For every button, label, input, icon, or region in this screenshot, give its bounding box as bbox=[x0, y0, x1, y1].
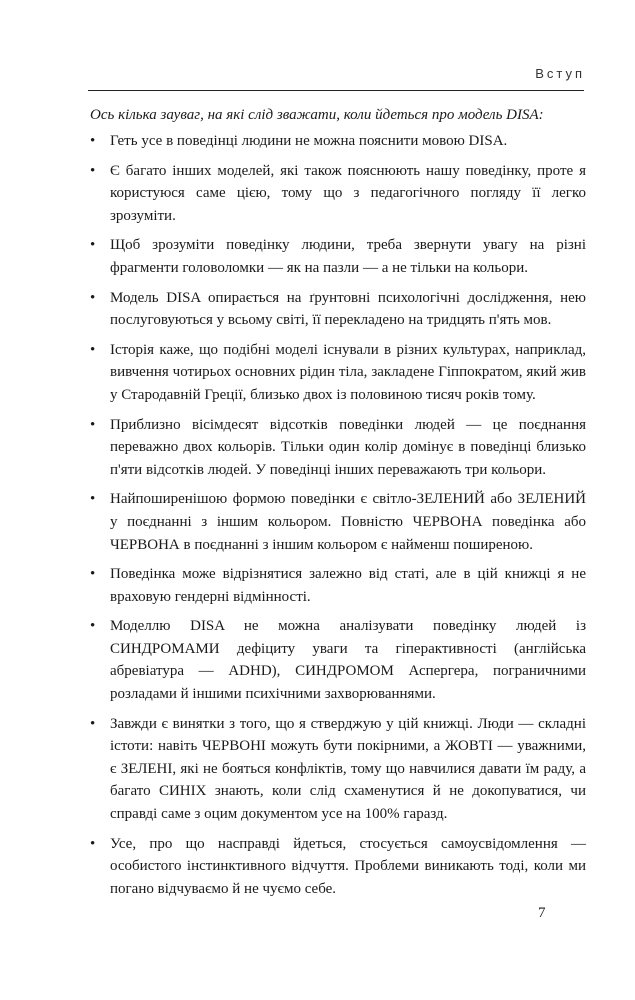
bullet: • bbox=[90, 341, 96, 358]
notes-list bbox=[90, 130, 586, 907]
bullet: • bbox=[90, 491, 96, 508]
bullet: • bbox=[90, 289, 96, 306]
list-item-text: Найпоширенішою формою поведінки є світло-ЗЕЛЕНИЙ або ЗЕЛЕНИЙ у поєднанні з іншим кольором. Повністю ЧЕРВОНА поведінка або ЧЕРВОНА в поєднанні з іншим кольором є найменш поширеною. bbox=[110, 491, 586, 553]
list-item-text: Щоб зрозуміти поведінку людини, треба звернути увагу на різні фрагменти головоломки — як на пазли — а не тільки на кольори. bbox=[110, 237, 586, 276]
bullet: • bbox=[90, 162, 96, 179]
list-item-text: Поведінка може відрізнятися залежно від статі, але в цій книжці я не враховую гендерні відмінності. bbox=[110, 566, 586, 605]
bullet: • bbox=[90, 618, 96, 635]
page-number: 7 bbox=[538, 905, 546, 921]
list-item-text: Моделлю DISA не можна аналізувати поведінку людей із СИНДРОМАМИ дефіциту уваги та гіперактивності (англійська абревіатура — ADHD), СИНДРОМОМ Аспергера, пограничними розладами й іншими психічними захворюваннями. bbox=[110, 618, 586, 703]
list-item-text: Історія каже, що подібні моделі існували в різних культурах, наприклад, вивчення чотирьох основних рідин тіла, закладене Гіппократом, який жив у Стародавній Греції, близько двох із половиною тисяч років тому. bbox=[110, 341, 586, 403]
list-item-text: Усе, про що насправді йдеться, стосується самоусвідомлення — особистого інстинктивного відчуття. Проблеми виникають тоді, коли ми погано відчуваємо й не чуємо себе. bbox=[110, 835, 586, 897]
bullet: • bbox=[90, 835, 96, 852]
intro-line: Ось кілька зауваг, на які слід зважати, коли йдеться про модель DISA: bbox=[90, 107, 544, 123]
list-item bbox=[90, 414, 586, 482]
list-item-text: Приблизно вісімдесят відсотків поведінки людей — це поєднання переважно двох кольорів. Тільки один колір домінує в поведінці близько п'яти відсотків людей. У поведінці інших переважають три кольори. bbox=[110, 416, 586, 478]
list-item bbox=[90, 488, 586, 556]
bullet: • bbox=[90, 416, 96, 433]
list-item bbox=[90, 563, 586, 608]
list-item bbox=[90, 833, 586, 901]
list-item bbox=[90, 713, 586, 826]
list-item bbox=[90, 339, 586, 407]
running-head: Вступ bbox=[535, 66, 585, 81]
list-item bbox=[90, 160, 586, 228]
list-item-text: Є багато інших моделей, які також пояснюють нашу поведінку, проте я користуюся саме цією, тому що з педагогічного погляду її легко зрозуміти. bbox=[110, 162, 586, 224]
bullet: • bbox=[90, 133, 96, 149]
list-item-text: Завжди є винятки з того, що я стверджую у цій книжці. Люди — складні істоти: навіть ЧЕРВОНІ можуть бути покірними, а ЖОВТІ — уважними, є ЗЕЛЕНІ, які не бояться конфліктів, тому що навчилися давати їм раду, а багато СИНІХ знають, коли слід схаменутися й не докопуватися, чи справді саме з оцим документом усе на 100% гаразд. bbox=[110, 715, 586, 823]
list-item bbox=[90, 615, 586, 705]
bullet: • bbox=[90, 566, 96, 583]
bullet: • bbox=[90, 237, 96, 254]
list-item bbox=[90, 287, 586, 332]
bullet: • bbox=[90, 715, 96, 732]
list-item bbox=[90, 234, 586, 279]
header-rule bbox=[88, 90, 584, 91]
list-item bbox=[90, 130, 586, 153]
list-item-text: Геть усе в поведінці людини не можна пояснити мовою DISA. bbox=[110, 133, 508, 149]
list-item-text: Модель DISA опирається на ґрунтовні психологічні дослідження, нею послуговуються у всьому світі, її перекладено на тридцять п'ять мов. bbox=[110, 289, 586, 329]
